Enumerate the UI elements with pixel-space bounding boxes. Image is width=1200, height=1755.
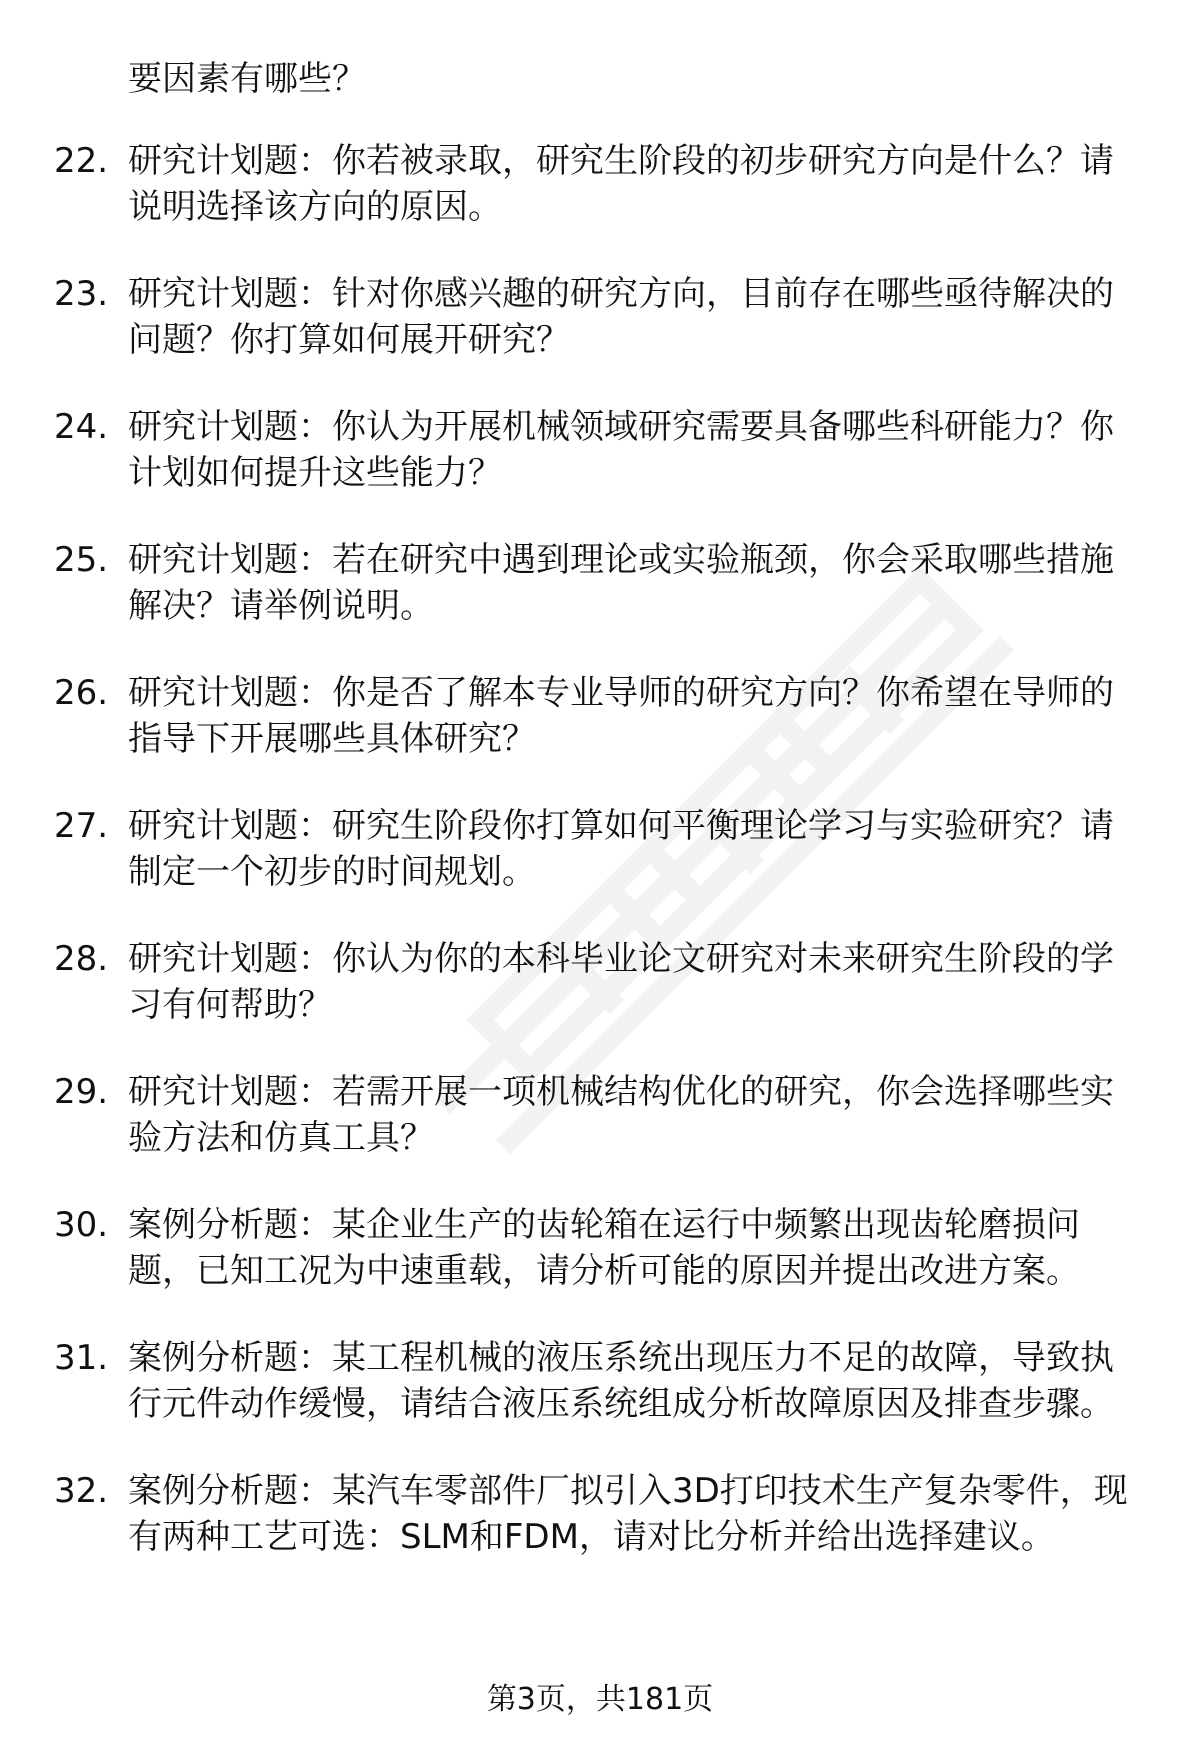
question-item-29 <box>0 1069 1200 1161</box>
question-number: 28. <box>54 939 109 979</box>
question-item-27 <box>0 803 1200 895</box>
question-number: 30. <box>54 1205 109 1245</box>
question-text: 案例分析题：某工程机械的液压系统出现压力不足的故障，导致执行元件动作缓慢，请结合液压系统组成分析故障原因及排查步骤。 <box>128 1338 1114 1424</box>
question-item-22 <box>0 138 1200 230</box>
question-item-30 <box>0 1202 1200 1294</box>
question-text: 研究计划题：你认为开展机械领域研究需要具备哪些科研能力？你计划如何提升这些能力？ <box>128 407 1114 493</box>
question-number: 32. <box>54 1471 109 1511</box>
question-number: 29. <box>54 1072 109 1112</box>
question-number: 23. <box>54 274 109 314</box>
question-text: 案例分析题：某企业生产的齿轮箱在运行中频繁出现齿轮磨损问题，已知工况为中速重载，请分析可能的原因并提出改进方案。 <box>128 1205 1080 1291</box>
question-list <box>0 138 1200 1560</box>
question-text: 研究计划题：针对你感兴趣的研究方向，目前存在哪些亟待解决的问题？你打算如何展开研究？ <box>128 274 1114 360</box>
question-number: 27. <box>54 806 109 846</box>
question-item-32 <box>0 1468 1200 1560</box>
question-text: 案例分析题：某汽车零部件厂拟引入3D打印技术生产复杂零件，现有两种工艺可选：SLM和FDM，请对比分析并给出选择建议。 <box>128 1471 1128 1557</box>
continued-question-text: 要因素有哪些？ <box>128 59 366 99</box>
question-text: 研究计划题：你是否了解本专业导师的研究方向？你希望在导师的指导下开展哪些具体研究？ <box>128 673 1114 759</box>
question-number: 25. <box>54 540 109 580</box>
question-item-23 <box>0 271 1200 363</box>
question-number: 24. <box>54 407 109 447</box>
question-number: 26. <box>54 673 109 713</box>
question-item-28 <box>0 936 1200 1028</box>
question-text: 研究计划题：你认为你的本科毕业论文研究对未来研究生阶段的学习有何帮助？ <box>128 939 1114 1025</box>
question-number: 31. <box>54 1338 109 1378</box>
question-text: 研究计划题：若需开展一项机械结构优化的研究，你会选择哪些实验方法和仿真工具？ <box>128 1072 1114 1158</box>
question-item-25 <box>0 537 1200 629</box>
question-item-26 <box>0 670 1200 762</box>
question-text: 研究计划题：研究生阶段你打算如何平衡理论学习与实验研究？请制定一个初步的时间规划。 <box>128 806 1114 892</box>
question-text: 研究计划题：你若被录取，研究生阶段的初步研究方向是什么？请说明选择该方向的原因。 <box>128 141 1114 227</box>
question-text: 研究计划题：若在研究中遇到理论或实验瓶颈，你会采取哪些措施解决？请举例说明。 <box>128 540 1114 626</box>
page-footer: 第3页，共181页 <box>486 1682 714 1717</box>
question-item-31 <box>0 1335 1200 1427</box>
question-number: 22. <box>54 141 109 181</box>
question-item-24 <box>0 404 1200 496</box>
